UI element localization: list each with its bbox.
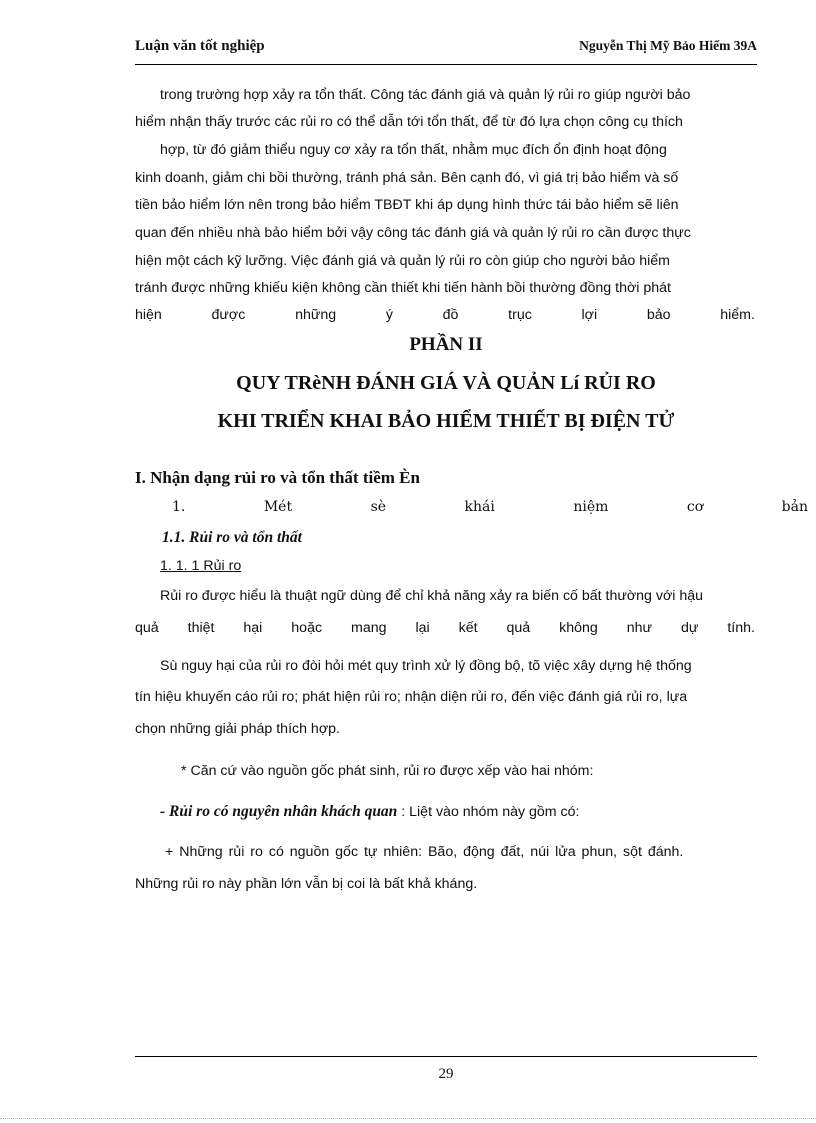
word: như: [626, 620, 653, 636]
definition-last-line: [135, 620, 755, 636]
intro-line: tránh được những khiếu kiện không cần thiết khi tiến hành bồi thường đồng thời phát: [135, 280, 671, 296]
word: sè: [370, 499, 387, 515]
word: những: [295, 307, 337, 323]
word: tính.: [727, 620, 755, 636]
part-label: PHẦN II: [409, 334, 483, 355]
intro-line: tiền bảo hiểm lớn nên trong bảo hiểm TBĐT khi áp dụng hình thức tái bảo hiểm sẽ liên: [135, 197, 679, 213]
word: ý: [385, 307, 393, 323]
word: thiệt: [187, 620, 215, 636]
objective-rest: : Liệt vào nhóm này gồm có:: [397, 804, 580, 820]
word: mang: [351, 620, 387, 636]
part-title-line-1: QUY TRèNH ĐÁNH GIÁ VÀ QUẢN Lí RỦI RO: [236, 372, 656, 394]
page-bottom-dotted-rule: [0, 1118, 816, 1119]
word: bảo: [646, 307, 671, 323]
paragraph-line: tín hiệu khuyến cáo rủi ro; phát hiện rủi ro; nhận diện rủi ro, đến việc đánh giá rủi ro, lựa: [135, 689, 688, 705]
paragraph-line: Sù nguy hại của rủi ro đòi hỏi mét quy trình xử lý đồng bộ, tõ việc xây dựng hệ thống: [160, 658, 692, 674]
word: Mét: [263, 499, 293, 515]
word: trục: [508, 307, 532, 323]
header-author: Nguyễn Thị Mỹ Bảo Hiểm 39A: [579, 38, 757, 53]
intro-last-line: [135, 307, 755, 323]
word: hiện: [135, 307, 162, 323]
natural-risk-line: Những rủi ro này phần lớn vẫn bị coi là bất khả kháng.: [135, 876, 478, 892]
part-title-line-2: KHI TRIỂN KHAI BẢO HIỂM THIẾT BỊ ĐIỆN TỬ: [217, 410, 675, 432]
word: 1.: [172, 499, 186, 515]
objective-label: - Rủi ro có nguyên nhân khách quan: [160, 803, 398, 820]
paragraph-line: chọn những giải pháp thích hợp.: [135, 721, 340, 737]
classification-line: * Căn cứ vào nguồn gốc phát sinh, rủi ro được xếp vào hai nhóm:: [181, 763, 594, 779]
subheading: 1.1. Rủi ro và tổn thất: [162, 529, 302, 546]
word: lại: [415, 620, 430, 636]
intro-line: trong trường hợp xảy ra tổn thất. Công tác đánh giá và quản lý rủi ro giúp người bảo: [160, 87, 691, 103]
footer-rule: [135, 1056, 757, 1057]
word: đồ: [442, 307, 459, 323]
intro-line: kinh doanh, giảm chi bồi thường, tránh phá sản. Bên cạnh đó, vì giá trị bảo hiểm và số: [135, 170, 679, 186]
word: dự: [680, 620, 699, 636]
intro-line: hiểm nhận thấy trước các rủi ro có thể dẫn tới tổn thất, để từ đó lựa chọn công cụ thích: [135, 114, 683, 130]
word: bản: [781, 499, 808, 515]
natural-risk-line: + Những rủi ro có nguồn gốc tự nhiên: Bão, động đất, núi lửa phun, sột đánh.: [165, 844, 684, 860]
intro-line: quan đến nhiều nhà bảo hiểm bởi vậy công tác đánh giá và quản lý rủi ro cần được thực: [135, 225, 691, 241]
word: hại: [243, 620, 263, 636]
objective-line: [160, 803, 580, 821]
underlined-heading: 1. 1. 1 Rủi ro: [160, 558, 242, 574]
word: cơ: [686, 499, 704, 515]
word: kết: [458, 620, 478, 636]
word: lợi: [581, 307, 598, 323]
word: hoặc: [291, 620, 323, 636]
word: niệm: [573, 499, 609, 515]
word: khái: [464, 499, 495, 515]
word: hiểm.: [720, 307, 755, 323]
word: không: [559, 620, 598, 636]
header-thesis-title: Luận văn tốt nghiệp: [135, 38, 265, 54]
header-rule: [135, 64, 757, 65]
word: được: [211, 307, 246, 323]
intro-line: hiện một cách kỹ lưỡng. Việc đánh giá và quản lý rủi ro còn giúp cho người bảo hiểm: [135, 253, 670, 269]
subsection-heading-line: [172, 499, 808, 515]
intro-line: hợp, từ đó giảm thiểu nguy cơ xảy ra tổn thất, nhằm mục đích ổn định hoạt động: [160, 142, 667, 158]
page-number: 29: [438, 1066, 454, 1082]
word: quả: [506, 620, 531, 636]
section-heading: I. Nhận dạng rủi ro và tổn thất tiềm Èn: [135, 468, 420, 487]
definition-line: Rủi ro được hiểu là thuật ngữ dùng để chỉ khả năng xảy ra biến cố bất thường với hậu: [160, 588, 704, 604]
word: quả: [135, 620, 159, 636]
page-header: [135, 38, 757, 64]
